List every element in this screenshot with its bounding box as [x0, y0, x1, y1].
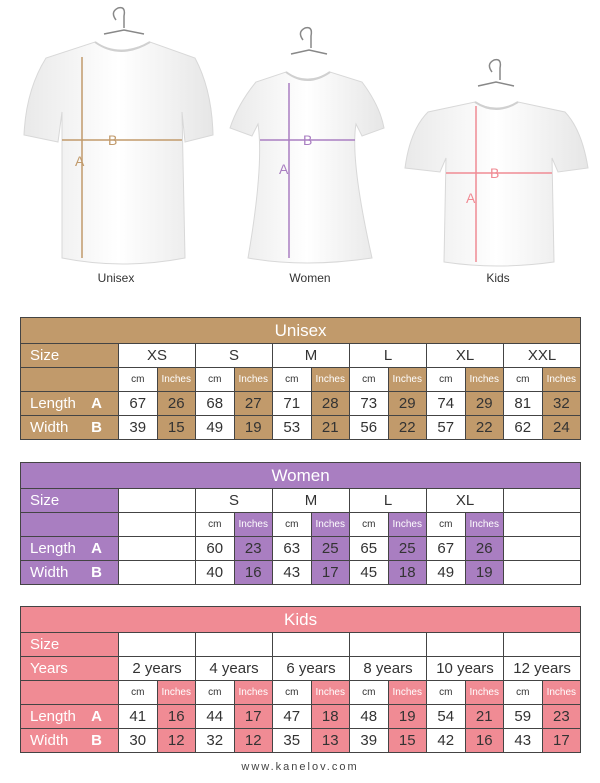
size-cell	[504, 633, 581, 657]
size-row	[21, 489, 581, 513]
unit-row	[21, 681, 581, 705]
length-label	[21, 392, 119, 416]
length-cm-value: 81	[504, 392, 543, 416]
width-inches-value: 22	[465, 416, 504, 440]
unit-cm: cm	[427, 513, 466, 537]
unit-inches: Inches	[388, 513, 427, 537]
size-cell	[350, 633, 427, 657]
tshirt-illustrations	[0, 0, 600, 300]
years-row	[21, 657, 581, 681]
years-cell: 10 years	[427, 657, 504, 681]
length-cm-value: 63	[273, 537, 312, 561]
empty-cell	[119, 513, 196, 537]
years-cell: 6 years	[273, 657, 350, 681]
size-cell: XL	[427, 489, 504, 513]
women-width-mark: B	[303, 132, 313, 148]
width-cm-value: 53	[273, 416, 312, 440]
unit-row	[21, 368, 581, 392]
width-inches-value: 21	[311, 416, 350, 440]
length-inches-value: 26	[465, 537, 504, 561]
width-cm-value: 42	[427, 729, 466, 753]
length-row	[21, 537, 581, 561]
length-inches-value: 23	[234, 537, 273, 561]
length-cm-value: 67	[427, 537, 466, 561]
width-cm-value: 39	[350, 729, 389, 753]
length-cm-value: 68	[196, 392, 235, 416]
size-cell: XS	[119, 344, 196, 368]
width-label	[21, 729, 119, 753]
length-inches-value: 23	[542, 705, 581, 729]
length-cm-value: 48	[350, 705, 389, 729]
size-row	[21, 344, 581, 368]
women-size-table	[20, 462, 581, 585]
unisex-shirt-figure	[24, 8, 213, 264]
width-inches-value: 13	[311, 729, 350, 753]
width-cm-value: 45	[350, 561, 389, 585]
length-mark: A	[91, 540, 102, 557]
kids-size-table	[20, 606, 581, 753]
unit-row-label	[21, 681, 119, 705]
width-label-text: Width	[30, 564, 69, 581]
size-cell: XL	[427, 344, 504, 368]
length-inches-value: 25	[311, 537, 350, 561]
width-mark: B	[91, 419, 102, 436]
table-title: Women	[21, 463, 581, 489]
unit-cm: cm	[350, 681, 389, 705]
size-row	[21, 633, 581, 657]
empty-cell	[119, 561, 196, 585]
size-cell	[196, 633, 273, 657]
unit-cm: cm	[427, 368, 466, 392]
unit-cm: cm	[196, 681, 235, 705]
length-cm-value: 67	[119, 392, 158, 416]
unisex-width-mark: B	[108, 132, 118, 148]
unisex-length-mark: A	[75, 153, 85, 169]
unit-cm: cm	[119, 681, 158, 705]
unisex-size-table	[20, 317, 581, 440]
women-shirt-figure	[230, 28, 384, 263]
unit-inches: Inches	[157, 681, 196, 705]
size-cell: L	[350, 344, 427, 368]
width-row	[21, 729, 581, 753]
width-row	[21, 561, 581, 585]
length-label-text: Length	[30, 540, 76, 557]
length-cm-value: 59	[504, 705, 543, 729]
empty-cell	[504, 513, 581, 537]
unit-inches: Inches	[465, 368, 504, 392]
length-label-text: Length	[30, 708, 76, 725]
width-label	[21, 561, 119, 585]
length-inches-value: 18	[311, 705, 350, 729]
length-cm-value: 47	[273, 705, 312, 729]
unit-cm: cm	[350, 368, 389, 392]
unit-row-label	[21, 368, 119, 392]
unit-inches: Inches	[311, 513, 350, 537]
width-cm-value: 49	[427, 561, 466, 585]
length-mark: A	[91, 395, 102, 412]
length-inches-value: 32	[542, 392, 581, 416]
table-title-row	[21, 463, 581, 489]
size-cell: XXL	[504, 344, 581, 368]
length-row	[21, 705, 581, 729]
unit-inches: Inches	[157, 368, 196, 392]
width-cm-value: 35	[273, 729, 312, 753]
size-label: Size	[21, 489, 119, 513]
length-inches-value: 25	[388, 537, 427, 561]
width-inches-value: 15	[157, 416, 196, 440]
width-cm-value: 56	[350, 416, 389, 440]
table-title: Kids	[21, 607, 581, 633]
width-inches-value: 17	[542, 729, 581, 753]
unit-inches: Inches	[542, 368, 581, 392]
empty-cell	[504, 561, 581, 585]
years-cell: 2 years	[119, 657, 196, 681]
length-inches-value: 29	[388, 392, 427, 416]
table-title-row	[21, 318, 581, 344]
length-cm-value: 65	[350, 537, 389, 561]
empty-cell	[119, 537, 196, 561]
unit-inches: Inches	[465, 513, 504, 537]
unit-cm: cm	[504, 368, 543, 392]
width-label-text: Width	[30, 419, 69, 436]
unit-inches: Inches	[388, 368, 427, 392]
women-figure-label: Women	[289, 271, 331, 285]
unit-cm: cm	[273, 513, 312, 537]
length-inches-value: 21	[465, 705, 504, 729]
size-cell: S	[196, 489, 273, 513]
width-inches-value: 16	[234, 561, 273, 585]
years-cell: 8 years	[350, 657, 427, 681]
width-cm-value: 40	[196, 561, 235, 585]
unit-inches: Inches	[234, 513, 273, 537]
width-cm-value: 43	[504, 729, 543, 753]
length-label-text: Length	[30, 395, 76, 412]
footer-website: www.kanelov.com	[241, 761, 359, 773]
size-cell: M	[273, 489, 350, 513]
unit-inches: Inches	[311, 368, 350, 392]
unit-inches: Inches	[234, 681, 273, 705]
width-inches-value: 19	[465, 561, 504, 585]
size-cell	[427, 633, 504, 657]
length-inches-value: 27	[234, 392, 273, 416]
width-inches-value: 22	[388, 416, 427, 440]
unit-row	[21, 513, 581, 537]
length-cm-value: 41	[119, 705, 158, 729]
width-cm-value: 39	[119, 416, 158, 440]
empty-cell	[504, 537, 581, 561]
width-cm-value: 43	[273, 561, 312, 585]
unit-inches: Inches	[234, 368, 273, 392]
width-cm-value: 49	[196, 416, 235, 440]
width-inches-value: 17	[311, 561, 350, 585]
unit-cm: cm	[504, 681, 543, 705]
unit-inches: Inches	[311, 681, 350, 705]
width-mark: B	[91, 564, 102, 581]
length-inches-value: 19	[388, 705, 427, 729]
unit-inches: Inches	[388, 681, 427, 705]
size-label: Size	[21, 633, 119, 657]
length-inches-value: 16	[157, 705, 196, 729]
length-inches-value: 28	[311, 392, 350, 416]
unit-cm: cm	[350, 513, 389, 537]
length-cm-value: 74	[427, 392, 466, 416]
unit-cm: cm	[273, 368, 312, 392]
years-cell: 12 years	[504, 657, 581, 681]
kids-shirt-figure	[405, 60, 588, 266]
width-inches-value: 18	[388, 561, 427, 585]
unit-cm: cm	[427, 681, 466, 705]
length-row	[21, 392, 581, 416]
kids-length-mark: A	[466, 190, 476, 206]
length-mark: A	[91, 708, 102, 725]
length-cm-value: 44	[196, 705, 235, 729]
length-inches-value: 26	[157, 392, 196, 416]
women-length-mark: A	[279, 161, 289, 177]
unisex-figure-label: Unisex	[97, 271, 135, 285]
length-cm-value: 60	[196, 537, 235, 561]
size-cell	[119, 489, 196, 513]
size-cell: L	[350, 489, 427, 513]
unit-inches: Inches	[465, 681, 504, 705]
length-cm-value: 73	[350, 392, 389, 416]
size-cell	[504, 489, 581, 513]
width-label	[21, 416, 119, 440]
length-inches-value: 17	[234, 705, 273, 729]
unit-cm: cm	[196, 368, 235, 392]
width-label-text: Width	[30, 732, 69, 749]
length-cm-value: 71	[273, 392, 312, 416]
unit-cm: cm	[273, 681, 312, 705]
kids-figure-label: Kids	[486, 271, 510, 285]
width-inches-value: 16	[465, 729, 504, 753]
size-cell	[119, 633, 196, 657]
width-cm-value: 30	[119, 729, 158, 753]
width-inches-value: 15	[388, 729, 427, 753]
length-inches-value: 29	[465, 392, 504, 416]
size-label: Size	[21, 344, 119, 368]
table-title: Unisex	[21, 318, 581, 344]
width-inches-value: 19	[234, 416, 273, 440]
length-label	[21, 537, 119, 561]
size-cell: S	[196, 344, 273, 368]
size-cell: M	[273, 344, 350, 368]
width-cm-value: 32	[196, 729, 235, 753]
size-cell	[273, 633, 350, 657]
width-mark: B	[91, 732, 102, 749]
length-cm-value: 54	[427, 705, 466, 729]
width-row	[21, 416, 581, 440]
width-inches-value: 12	[157, 729, 196, 753]
table-title-row	[21, 607, 581, 633]
width-inches-value: 24	[542, 416, 581, 440]
unit-cm: cm	[196, 513, 235, 537]
years-cell: 4 years	[196, 657, 273, 681]
unit-row-label	[21, 513, 119, 537]
years-label: Years	[21, 657, 119, 681]
width-cm-value: 62	[504, 416, 543, 440]
kids-width-mark: B	[490, 165, 500, 181]
width-cm-value: 57	[427, 416, 466, 440]
unit-inches: Inches	[542, 681, 581, 705]
unit-cm: cm	[119, 368, 158, 392]
width-inches-value: 12	[234, 729, 273, 753]
length-label	[21, 705, 119, 729]
